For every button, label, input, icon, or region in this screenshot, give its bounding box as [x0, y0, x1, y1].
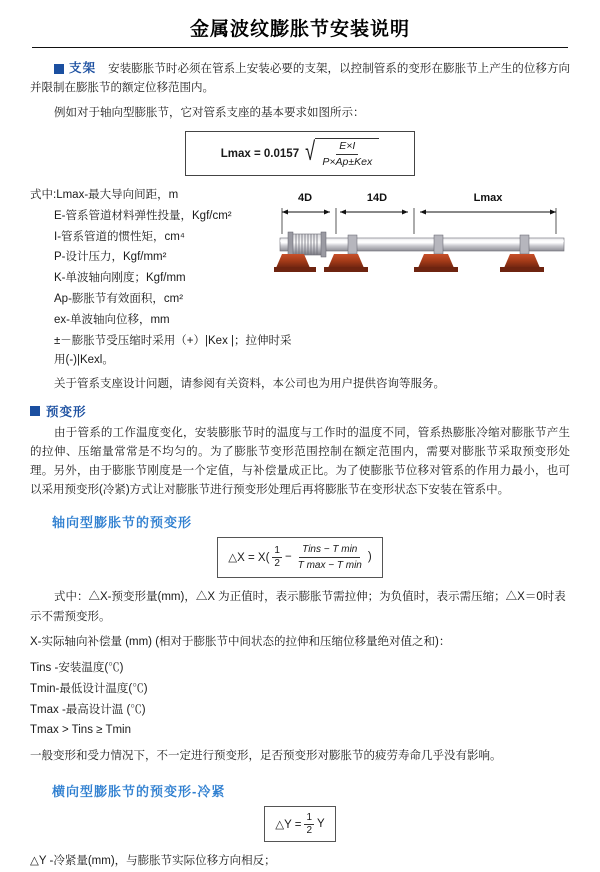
- axial-formula-half-den: 2: [274, 557, 280, 569]
- lmax-formula-denominator: P×Ap±Kex: [322, 156, 373, 169]
- axial-formula-row: [30, 537, 570, 578]
- lmax-formula-numerator: E×I: [336, 140, 358, 155]
- legend-item-2: I-管系管道的惯性矩，cm⁴: [54, 230, 185, 243]
- pipe-schematic-svg: [274, 204, 574, 296]
- page-title: 金属波纹膨胀节安装说明: [189, 19, 410, 40]
- blue-square-bullet-icon: [54, 64, 64, 74]
- lateral-formula-box: [264, 806, 335, 842]
- predeform-heading-label: 预变形: [46, 405, 87, 420]
- lateral-formula-rhs: Y: [317, 818, 325, 831]
- lateral-predeform-heading: 横向型膨胀节的预变形-冷紧: [52, 784, 226, 800]
- axial-formula-lhs: △X = X(: [228, 552, 270, 565]
- expansion-joint-diagram: [274, 192, 574, 296]
- support-section-heading: 支架: [69, 61, 97, 75]
- lateral-formula-half-den: 2: [306, 824, 313, 836]
- document-page: [0, 14, 600, 868]
- legend-item-7: ±－膨胀节受压缩时采用（+）|Kex |；拉伸时采用(-)|Kexl。: [54, 334, 292, 367]
- axial-note-3: Tmin-最低设计温度(℃): [30, 682, 148, 695]
- predeform-section-heading: [30, 402, 570, 420]
- lmax-formula-lhs: Lmax = 0.0157: [220, 147, 300, 160]
- axial-note-5: Tmax > Tins ≥ Tmin: [30, 724, 131, 737]
- lateral-formula-half: [304, 812, 314, 836]
- axial-note-6: 一般变形和受力情况下，不一定进行预变形，足否预变形对膨胀节的疲劳寿命几乎没有影响。: [30, 750, 502, 763]
- axial-formula-fraction: [295, 543, 365, 572]
- support-section-paragraph-1: [30, 58, 570, 98]
- axial-predeform-heading: 轴向型膨胀节的预变形: [52, 514, 193, 530]
- legend-item-5: Ap-膨胀节有效面积，cm²: [54, 292, 184, 305]
- support-paragraph-2: 例如对于轴向型膨胀节，它对管系支座的基本要求如图所示：: [54, 106, 365, 119]
- diagram-label-lmax: Lmax: [473, 192, 503, 205]
- lateral-formula-half-num: 1: [306, 812, 313, 824]
- axial-formula-half-num: 1: [274, 545, 280, 557]
- title-divider: [32, 47, 568, 48]
- legend-item-0: 式中:Lmax-最大导向间距，m: [30, 189, 179, 202]
- legend-item-1: E-管系管道材料弹性投量，Kgf/cm²: [54, 209, 232, 222]
- predeform-paragraph-1: 由于管系的工作温度变化，安装膨胀节时的温度与工作时的温度不同，管系热膨胀冷缩对膨胀节产生的拉伸、压缩量常常是不均匀的。为了膨胀节变形范围控制在额定范围内，需要对膨胀节采取预变形处理。另外，由于膨胀节刚度是一个定值，与补偿量成正比。为了使膨胀节位移对管系的作用力最小，也可以采用预变形(冷紧)方式让对膨胀节进行预变形处理后再将膨胀节在变形状态下安装在管系中。: [30, 427, 570, 496]
- legend-item-6: ex-单波轴向位移，mm: [54, 313, 170, 326]
- axial-note-2: Tins -安装温度(℃): [30, 662, 124, 675]
- support-closing-paragraph: 关于管系支座设计问题，请参阅有关资料，本公司也为用户提供咨询等服务。: [54, 378, 445, 391]
- sqrt-icon: √: [305, 135, 316, 166]
- axial-note-1: X-实际轴向补偿量 (mm) (相对于膨胀节中间状态的拉伸和压缩位移量绝对值之和)：: [30, 636, 451, 649]
- lateral-formula-row: [30, 806, 570, 842]
- legend-item-3: P-设计压力，Kgf/mm²: [54, 251, 167, 264]
- axial-formula-half: [272, 545, 282, 569]
- axial-formula-minus: −: [284, 551, 292, 564]
- lmax-formula-radical: [303, 135, 379, 169]
- lmax-formula-fraction: [315, 138, 379, 169]
- axial-formula-frac-num: Tins − T min: [299, 543, 360, 558]
- diagram-label-14d: 14D: [366, 192, 388, 205]
- lateral-notes-list: [30, 852, 570, 872]
- lmax-formula-box: [185, 131, 415, 176]
- legend-list: [30, 186, 300, 371]
- document-content: [0, 58, 600, 872]
- diagram-label-4d: 4D: [297, 192, 313, 205]
- support-paragraph-1-text: 安装膨胀节时必须在管系上安装必要的支架，以控制管系的变形在膨胀节上产生的位移方向并限制在膨胀节的额定位移范围内。: [30, 63, 570, 94]
- lateral-formula-lhs: △Y =: [275, 819, 302, 832]
- axial-note-4: Tmax -最高设计温 (℃): [30, 703, 146, 716]
- lateral-note-0: △Y -冷紧量(mm)，与膨胀节实际位移方向相反；: [30, 855, 276, 868]
- axial-formula-rhs: ): [367, 551, 372, 564]
- axial-formula-box: [217, 537, 382, 578]
- axial-note-0: 式中：△X-预变形量(mm)，△X 为正值时，表示膨胀节需拉伸；为负值时，表示需压缩；△X＝0时表示不需预变形。: [30, 590, 566, 623]
- axial-formula-frac-den: T max − T min: [297, 559, 362, 571]
- blue-square-bullet-icon-2: [30, 406, 40, 416]
- axial-notes-list: [30, 588, 570, 767]
- legend-item-4: K-单波轴向刚度；Kgf/mm: [54, 272, 186, 285]
